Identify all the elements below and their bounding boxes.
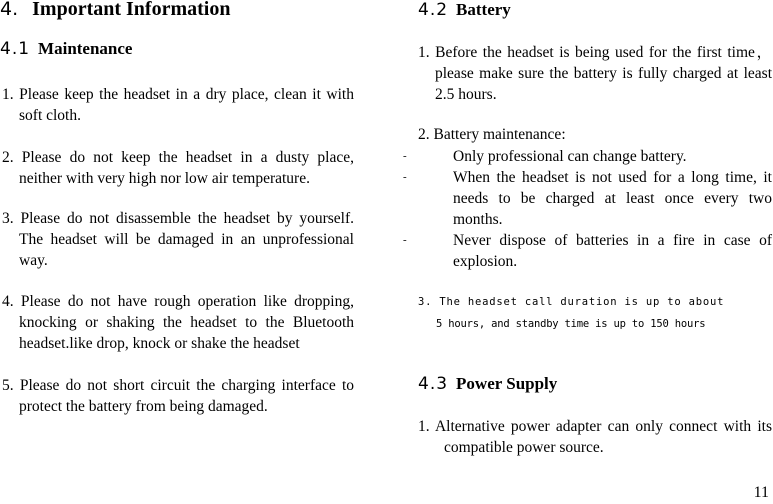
maintenance-item-4: 4. Please do not have rough operation like dropping, knocking or shaking the headset to the Bluetooth headset.like drop, knock or shake the headset xyxy=(2,293,354,352)
maintenance-item-1: 1. Please keep the headset in a dry place, clean it with soft cloth. xyxy=(2,86,354,124)
battery-dash-item-1 xyxy=(403,146,772,167)
section-4-1-title: Maintenance xyxy=(38,39,133,58)
section-4-2-number: 4.2 xyxy=(418,0,449,20)
battery-item-2-title: 2. Battery maintenance: xyxy=(418,126,566,143)
battery-item-1: 1. Before the headset is being used for the first time， please make sure the battery is fully charged at least 2.5 hours. xyxy=(418,44,772,103)
section-4-3-heading xyxy=(418,374,557,394)
section-4-heading xyxy=(0,0,230,21)
dash-bullet: - xyxy=(403,150,407,162)
section-4-3-number: 4.3 xyxy=(418,374,449,394)
section-4-1-heading xyxy=(0,39,132,59)
page-number: 11 xyxy=(753,484,769,501)
power-supply-item-1: 1. Alternative power adapter can only connect with its compatible power source. xyxy=(418,418,772,456)
battery-dash-item-3 xyxy=(403,230,772,272)
section-4-2-title: Battery xyxy=(456,0,511,19)
maintenance-item-2: 2. Please do not keep the headset in a dusty place, neither with very high nor low air temperature. xyxy=(2,149,354,187)
dash-bullet: - xyxy=(403,234,407,246)
maintenance-item-5: 5. Please do not short circuit the charging interface to protect the battery from being damaged. xyxy=(2,377,354,415)
dash-bullet: - xyxy=(403,171,407,183)
battery-item-3-line-2: 5 hours, and standby time is up to 150 hours xyxy=(436,318,706,330)
battery-dash-item-2 xyxy=(403,167,772,230)
battery-item-3-line-1: 3. The headset call duration is up to about xyxy=(418,296,725,308)
maintenance-item-3: 3. Please do not disassemble the headset by yourself. The headset will be damaged in an unprofessional way. xyxy=(2,210,354,269)
dash-item-text: When the headset is not used for a long time, it needs to be charged at least once every two months. xyxy=(453,169,772,228)
section-4-1-number: 4.1 xyxy=(0,39,31,59)
dash-item-text: Only professional can change battery. xyxy=(453,148,687,165)
section-4-3-title: Power Supply xyxy=(456,374,558,393)
section-4-2-heading xyxy=(418,0,511,20)
dash-item-text: Never dispose of batteries in a fire in case of explosion. xyxy=(453,232,772,270)
section-4-number: 4. xyxy=(0,0,19,20)
section-4-title: Important Information xyxy=(32,0,231,20)
